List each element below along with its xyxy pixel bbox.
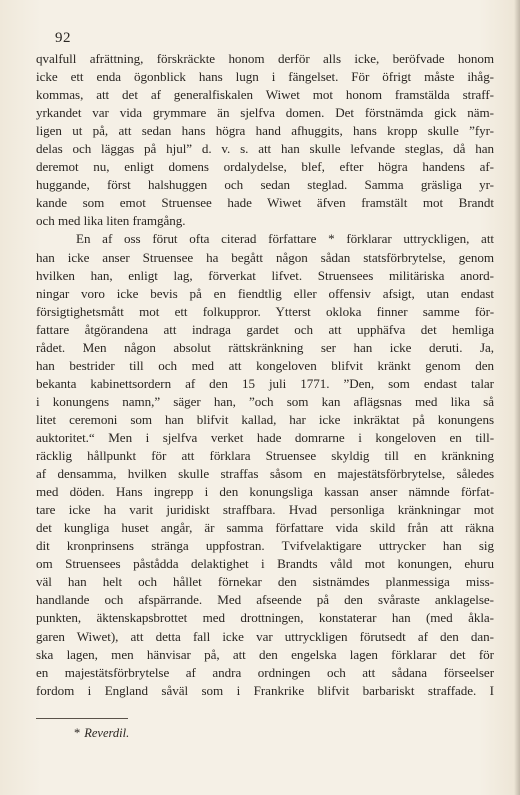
text-line: fordom i England såväl som i Frankrike blifvit barbariskt straffade. I [36,682,494,698]
text-line: ligen ut på, att sedan hans högra hand afhuggits, hans kropp skulle ”fyr- [36,123,494,139]
page-number: 92 [55,30,71,46]
text-line: huggande, först halshuggen och sedan steglad. Samma gräsliga yr- [36,177,494,193]
text-line: dit kronprinsens stränga uppfostran. Tvifvelaktigare uttrycker han sig [36,538,494,554]
footnote-mark: * [74,726,81,740]
text-line: om Struensees påstådda delaktighet i Brandts våld mot konungen, ehuru [36,556,494,572]
text-line: väl han helt och hållet förnekar den sistnämdes planmessiga miss- [36,574,494,590]
text-line: deremot nu, enligt domens ordalydelse, blef, efter högra handens af- [36,159,494,175]
text-line: hvilken han, enligt lag, förverkat lifvet. Struensees militäriska anord- [36,267,494,283]
footnote-divider [36,718,128,719]
text-line: af densamma, hvilken skulle straffas såsom en majestätsförbrytelse, således [36,466,494,482]
text-line: auktoritet.“ Men i sjelfva verket hade domrarne i kongeloven en till- [36,429,494,445]
text-line: icke ett enda ögonblick hans lugn i fängelset. För öfrigt måste ihåg- [36,69,494,85]
text-line: garen Wiwet), att detta fall icke var uttryckligen förutsedt af den dan- [36,628,494,644]
text-line: i konungens namn,” säger han, ”och som kan aflägsnas med lika så [36,393,494,409]
text-line: bekanta kabinettsordern af den 15 juli 1771. ”Den, som endast talar [36,375,494,391]
text-line: han icke anser Struensee ha begått någon sådan statsförbrytelse, genom [36,249,494,265]
footnote [74,726,129,741]
body-text [36,50,494,700]
text-line: handlande och afspärrande. Med afseende på den svåraste anklagelse- [36,592,494,608]
text-line: det kungliga huset angår, är samma författare vida skild från att räkna [36,520,494,536]
text-line: punkten, äktenskapsbrottet med drottningen, konstaterar han (med åkla- [36,610,494,626]
text-line: räcklig hållpunkt för att förklara Struensee skyldig till en kränkning [36,448,494,464]
text-line: rådet. Men någon absolut rättskränkning ser han icke deruti. Ja, [36,339,494,355]
text-line: fattare åtgörandena att indraga gardet och att upphäfva det hemliga [36,321,494,337]
text-line: och med lika liten framgång. [36,213,186,229]
text-line: han bestrider till och med att kongeloven blifvit kränkt genom den [36,357,494,373]
page-edge-shadow [514,0,520,795]
text-line: tare icke ha varit juridiskt straffbara. Hvad personliga kränkningar mot [36,502,494,518]
footnote-source: Reverdil. [84,726,130,740]
text-line: En af oss förut ofta citerad författare * förklarar uttryckligen, att [76,231,494,247]
text-line: litet ceremoni som han blifvit kallad, har icke inkräktat på konungens [36,411,494,427]
text-line: yrkandet var vida grymmare än sjelfva domen. Det förstnämda gick näm- [36,105,494,121]
text-line: ska lagen, men hänvisar på, att den engelska lagen förklarar det för [36,646,494,662]
text-line: delas och läggas på hjul” d. v. s. att han skulle lefvande steglas, då han [36,141,494,157]
text-line: med döden. Hans ingrepp i den konungsliga kassan anser nämnde förfat- [36,484,494,500]
text-line: ningar voro icke bevis på en fiendtlig eller offensiv afsigt, utan endast [36,285,494,301]
text-line: kommas, att det af generalfiskalen Wiwet mot honom framstälda straff- [36,87,494,103]
text-line: qvalfull afrättning, förskräckte honom derför alls icke, beröfvade honom [36,51,494,66]
text-line: en majestätsförbrytelse af andra ordningen och att sådana förseelser [36,664,494,680]
text-line: försigtighetsmått mot ett folkuppror. Ytterst okloka finner samme för- [36,303,494,319]
text-line: kande som emot Struensee hade Wiwet äfven framstält mot Brandt [36,195,494,211]
